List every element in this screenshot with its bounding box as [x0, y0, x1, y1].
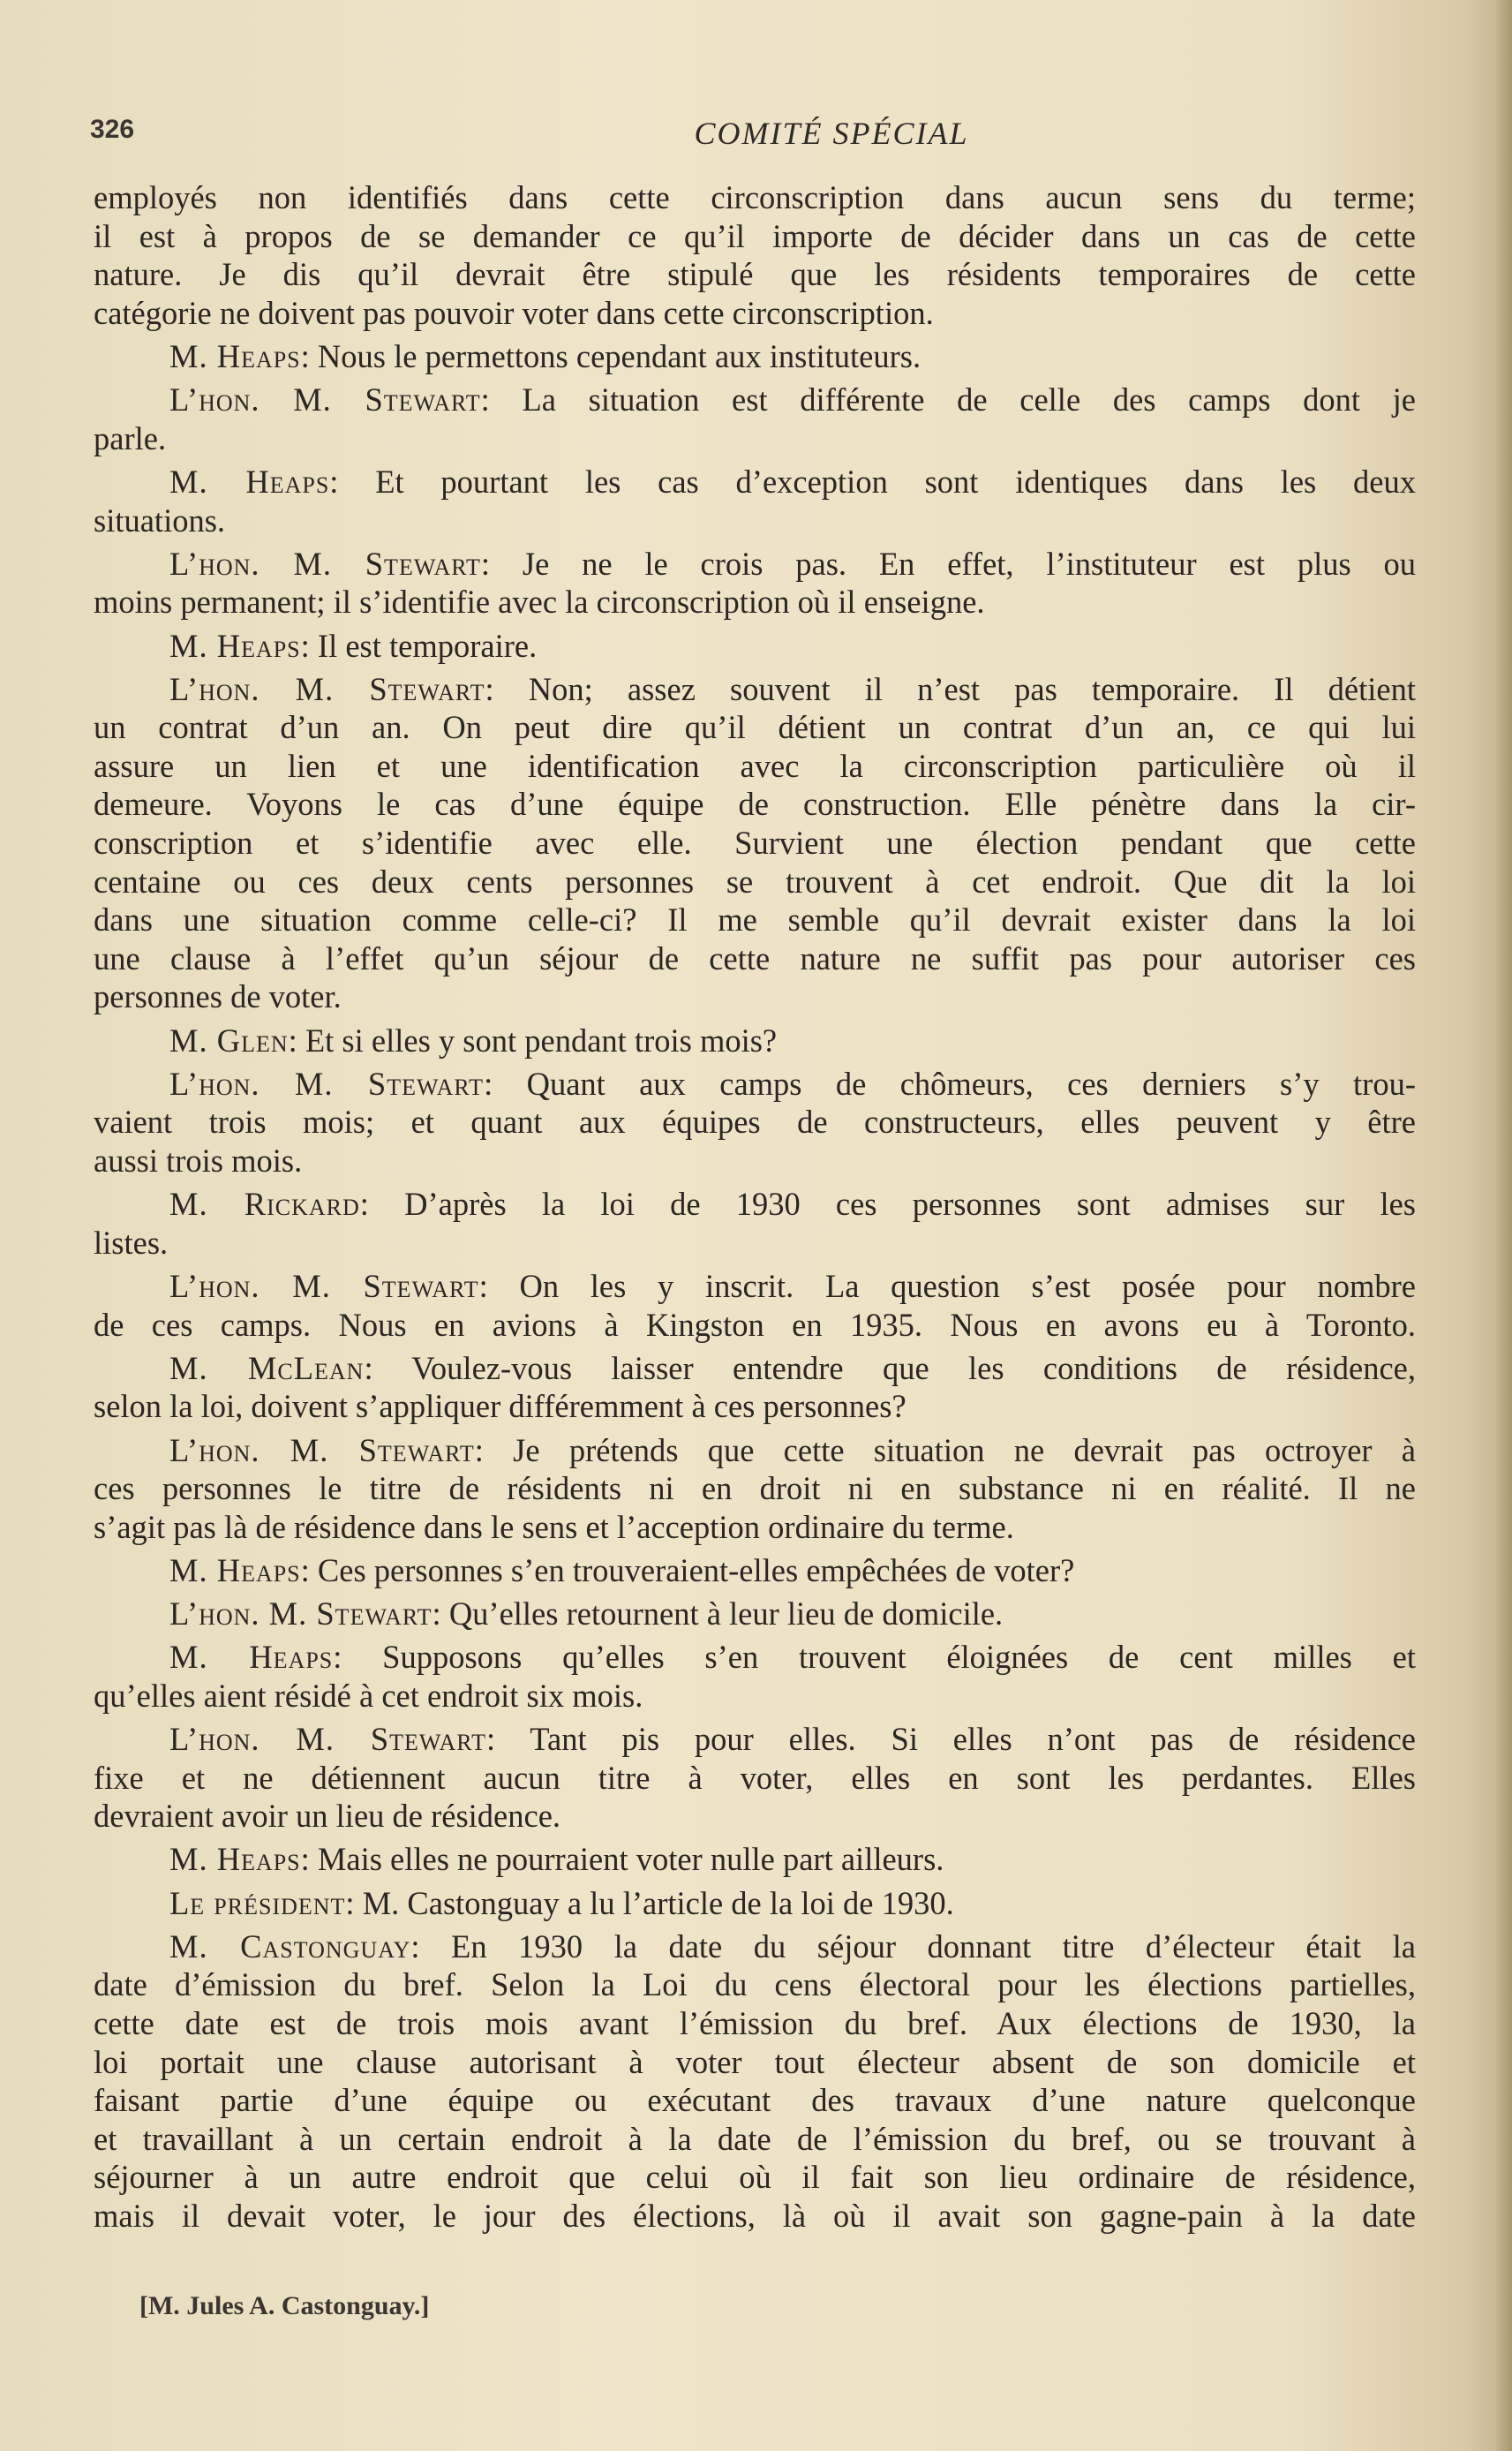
line-text: ces personnes le titre de résidents ni en droit ni en substance ni en réalité. Il ne — [94, 1470, 1416, 1507]
speaker-name: M. McLean — [169, 1349, 365, 1386]
line-text: : Il est temporaire. — [300, 627, 538, 664]
line-text: nature. Je dis qu’il devrait être stipulé que les résidents temporaires de cette — [94, 256, 1416, 293]
text-line — [94, 2158, 1416, 2197]
line-text: dans une situation comme celle-ci? Il me semble qu’il devrait exister dans la loi — [94, 901, 1416, 939]
text-line — [94, 545, 1416, 584]
text-line — [94, 2004, 1416, 2043]
text-line — [94, 419, 1416, 458]
line-text: centaine ou ces deux cents personnes se trouvent à cet endroit. Que dit la loi — [94, 863, 1416, 900]
text-line — [94, 863, 1416, 901]
text-line — [94, 294, 1416, 333]
speaker-name: M. Heaps — [169, 337, 301, 374]
text-line — [94, 939, 1416, 978]
text-line — [94, 1965, 1416, 2004]
transcript-body — [94, 178, 1416, 2236]
line-text: qu’elles aient résidé à cet endroit six mois. — [94, 1677, 643, 1714]
speaker-name: L’hon. M. Stewart — [169, 545, 481, 582]
text-line — [94, 1224, 1416, 1263]
page-header — [90, 108, 1414, 161]
text-line — [94, 1884, 1416, 1923]
text-line — [94, 337, 1416, 376]
line-text: : Tant pis pour elles. Si elles n’ont pas de résidence — [485, 1721, 1416, 1758]
speaker-name: L’hon. M. Stewart — [169, 1721, 486, 1758]
line-text: listes. — [94, 1224, 169, 1261]
text-line — [94, 1065, 1416, 1104]
line-text: moins permanent; il s’identifie avec la circonscription où il enseigne. — [94, 584, 985, 621]
text-line — [94, 1759, 1416, 1798]
text-line — [94, 1103, 1416, 1142]
text-line — [94, 1677, 1416, 1716]
line-text: un contrat d’un an. On peut dire qu’il détient un contrat d’un an, ce qui lui — [94, 709, 1416, 746]
text-line — [94, 1840, 1416, 1879]
speaker-name: M. Heaps — [169, 1551, 301, 1588]
line-text: : Ces personnes s’en trouveraient-elles empêchées de voter? — [300, 1551, 1075, 1588]
text-line — [94, 977, 1416, 1016]
line-text: loi portait une clause autorisant à voter tout électeur absent de son domicile et — [94, 2043, 1416, 2080]
speaker-name: L’hon. M. Stewart — [169, 1065, 485, 1102]
text-line — [94, 217, 1416, 256]
text-line — [94, 2197, 1416, 2236]
line-text: séjourner à un autre endroit que celui où il fait son lieu ordinaire de résidence, — [94, 2159, 1416, 2196]
line-text: fixe et ne détiennent aucun titre à voter, elles en sont les perdantes. Elles — [94, 1759, 1416, 1796]
text-line — [94, 1508, 1416, 1547]
line-text: : En 1930 la date du séjour donnant titre d’électeur était la — [410, 1927, 1416, 1965]
speaker-name: L’hon. M. Stewart — [169, 381, 481, 419]
line-text: une clause à l’effet qu’un séjour de cette nature ne suffit pas pour autoriser ces — [94, 939, 1416, 977]
speaker-name: M. Heaps — [169, 1639, 334, 1676]
line-text: cette date est de trois mois avant l’émission du bref. Aux élections de 1930, la — [94, 2005, 1416, 2041]
speaker-attribution: [M. Jules A. Castonguay.] — [139, 2291, 430, 2320]
speaker-name: M. Glen — [169, 1022, 289, 1059]
running-title: COMITÉ SPÉCIAL — [694, 116, 969, 151]
text-line — [94, 1349, 1416, 1388]
line-text: date d’émission du bref. Selon la Loi du cens électoral pour les élections partielles, — [94, 1966, 1416, 2003]
line-text: : D’après la loi de 1930 ces personnes sont admises sur les — [359, 1186, 1416, 1223]
line-text: : La situation est différente de celle des camps dont je — [480, 381, 1416, 419]
text-line — [94, 463, 1416, 502]
line-text: : Et pourtant les cas d’exception sont identiques dans les deux — [329, 463, 1416, 500]
text-line — [94, 627, 1416, 666]
line-text: de ces camps. Nous en avions à Kingston en 1935. Nous en avons eu à Toronto. — [94, 1306, 1416, 1343]
line-text: faisant partie d’une équipe ou exécutant des travaux d’une nature quelconque — [94, 2082, 1416, 2119]
line-text: : Non; assez souvent il n’est pas temporaire. Il détient — [485, 670, 1416, 707]
line-text: : Et si elles y sont pendant trois mois? — [288, 1022, 778, 1059]
line-text: aussi trois mois. — [94, 1143, 303, 1179]
line-text: devraient avoir un lieu de résidence. — [94, 1798, 561, 1835]
text-line — [94, 747, 1416, 786]
text-line — [94, 1022, 1416, 1060]
text-line — [94, 670, 1416, 709]
speaker-name: M. Heaps — [169, 1841, 301, 1878]
speaker-name: M. Heaps — [169, 627, 301, 664]
text-line — [94, 1431, 1416, 1470]
line-text: : Voulez-vous laisser entendre que les conditions de résidence, — [364, 1349, 1416, 1386]
binding-edge — [1493, 0, 1512, 2451]
speaker-name: Le président — [169, 1884, 346, 1921]
text-line — [94, 1595, 1416, 1633]
line-text: mais il devait voter, le jour des élections, là où il avait son gagne-pain à la date — [94, 2197, 1416, 2234]
line-text: et travaillant à un certain endroit à la date de l’émission du bref, ou se trouvant à — [94, 2120, 1416, 2157]
text-line — [94, 1638, 1416, 1677]
line-text: parle. — [94, 419, 167, 456]
speaker-name: L’hon. M. Stewart — [169, 1431, 475, 1468]
line-text: employés non identifiés dans cette circonscription dans aucun sens du terme; — [94, 179, 1416, 215]
line-text: : On les y inscrit. La question s’est posée pour nombre — [478, 1267, 1417, 1304]
text-line — [94, 2043, 1416, 2082]
speaker-name: M. Castonguay — [169, 1927, 411, 1965]
text-line — [94, 178, 1416, 217]
text-line — [94, 1720, 1416, 1759]
line-text: vaient trois mois; et quant aux équipes de constructeurs, elles peuvent y être — [94, 1104, 1416, 1141]
text-line — [94, 255, 1416, 294]
speaker-name: M. Rickard — [169, 1186, 360, 1223]
line-text: situations. — [94, 502, 226, 539]
line-text: selon la loi, doivent s’appliquer différemment à ces personnes? — [94, 1388, 906, 1425]
text-line — [94, 824, 1416, 863]
line-text: : Je prétends que cette situation ne devrait pas octroyer à — [474, 1431, 1417, 1468]
text-line — [94, 1267, 1416, 1306]
line-text: : Quant aux camps de chômeurs, ces derniers s’y trou- — [484, 1065, 1416, 1102]
text-line — [94, 2081, 1416, 2120]
text-line — [94, 1469, 1416, 1508]
page-number: 326 — [90, 115, 135, 144]
line-text: s’agit pas là de résidence dans le sens et l’acception ordinaire du terme. — [94, 1508, 1014, 1545]
line-text: conscription et s’identifie avec elle. Survient une élection pendant que cette — [94, 825, 1416, 862]
speaker-name: L’hon. M. Stewart — [169, 1267, 479, 1304]
speaker-name: M. Heaps — [169, 463, 330, 500]
text-line — [94, 1797, 1416, 1836]
text-line — [94, 2120, 1416, 2159]
line-text: il est à propos de se demander ce qu’il importe de décider dans un cas de cette — [94, 217, 1416, 254]
line-text: demeure. Voyons le cas d’une équipe de construction. Elle pénètre dans la cir- — [94, 786, 1416, 823]
line-text: catégorie ne doivent pas pouvoir voter dans cette circonscription. — [94, 294, 934, 331]
line-text: : Mais elles ne pourraient voter nulle part ailleurs. — [300, 1841, 944, 1878]
text-line — [94, 502, 1416, 540]
line-text: : Qu’elles retournent à leur lieu de domicile. — [432, 1595, 1004, 1633]
line-text: : Nous le permettons cependant aux instituteurs. — [300, 337, 921, 374]
speaker-name: L’hon. M. Stewart — [169, 1595, 433, 1633]
line-text: : M. Castonguay a lu l’article de la loi de 1930. — [345, 1884, 954, 1921]
text-line — [94, 785, 1416, 824]
text-line — [94, 381, 1416, 419]
speaker-name: L’hon. M. Stewart — [169, 670, 485, 707]
text-line — [94, 708, 1416, 747]
text-line — [94, 1927, 1416, 1966]
text-line — [94, 1185, 1416, 1224]
text-line — [94, 901, 1416, 939]
text-line — [94, 1551, 1416, 1590]
text-line — [94, 1306, 1416, 1345]
text-line — [94, 583, 1416, 622]
line-text: : Je ne le crois pas. En effet, l’instituteur est plus ou — [480, 545, 1416, 582]
line-text: personnes de voter. — [94, 978, 342, 1015]
text-line — [94, 1387, 1416, 1426]
text-line — [94, 1142, 1416, 1180]
line-text: assure un lien et une identification avec la circonscription particulière où il — [94, 747, 1416, 784]
line-text: : Supposons qu’elles s’en trouvent éloignées de cent milles et — [333, 1639, 1416, 1676]
